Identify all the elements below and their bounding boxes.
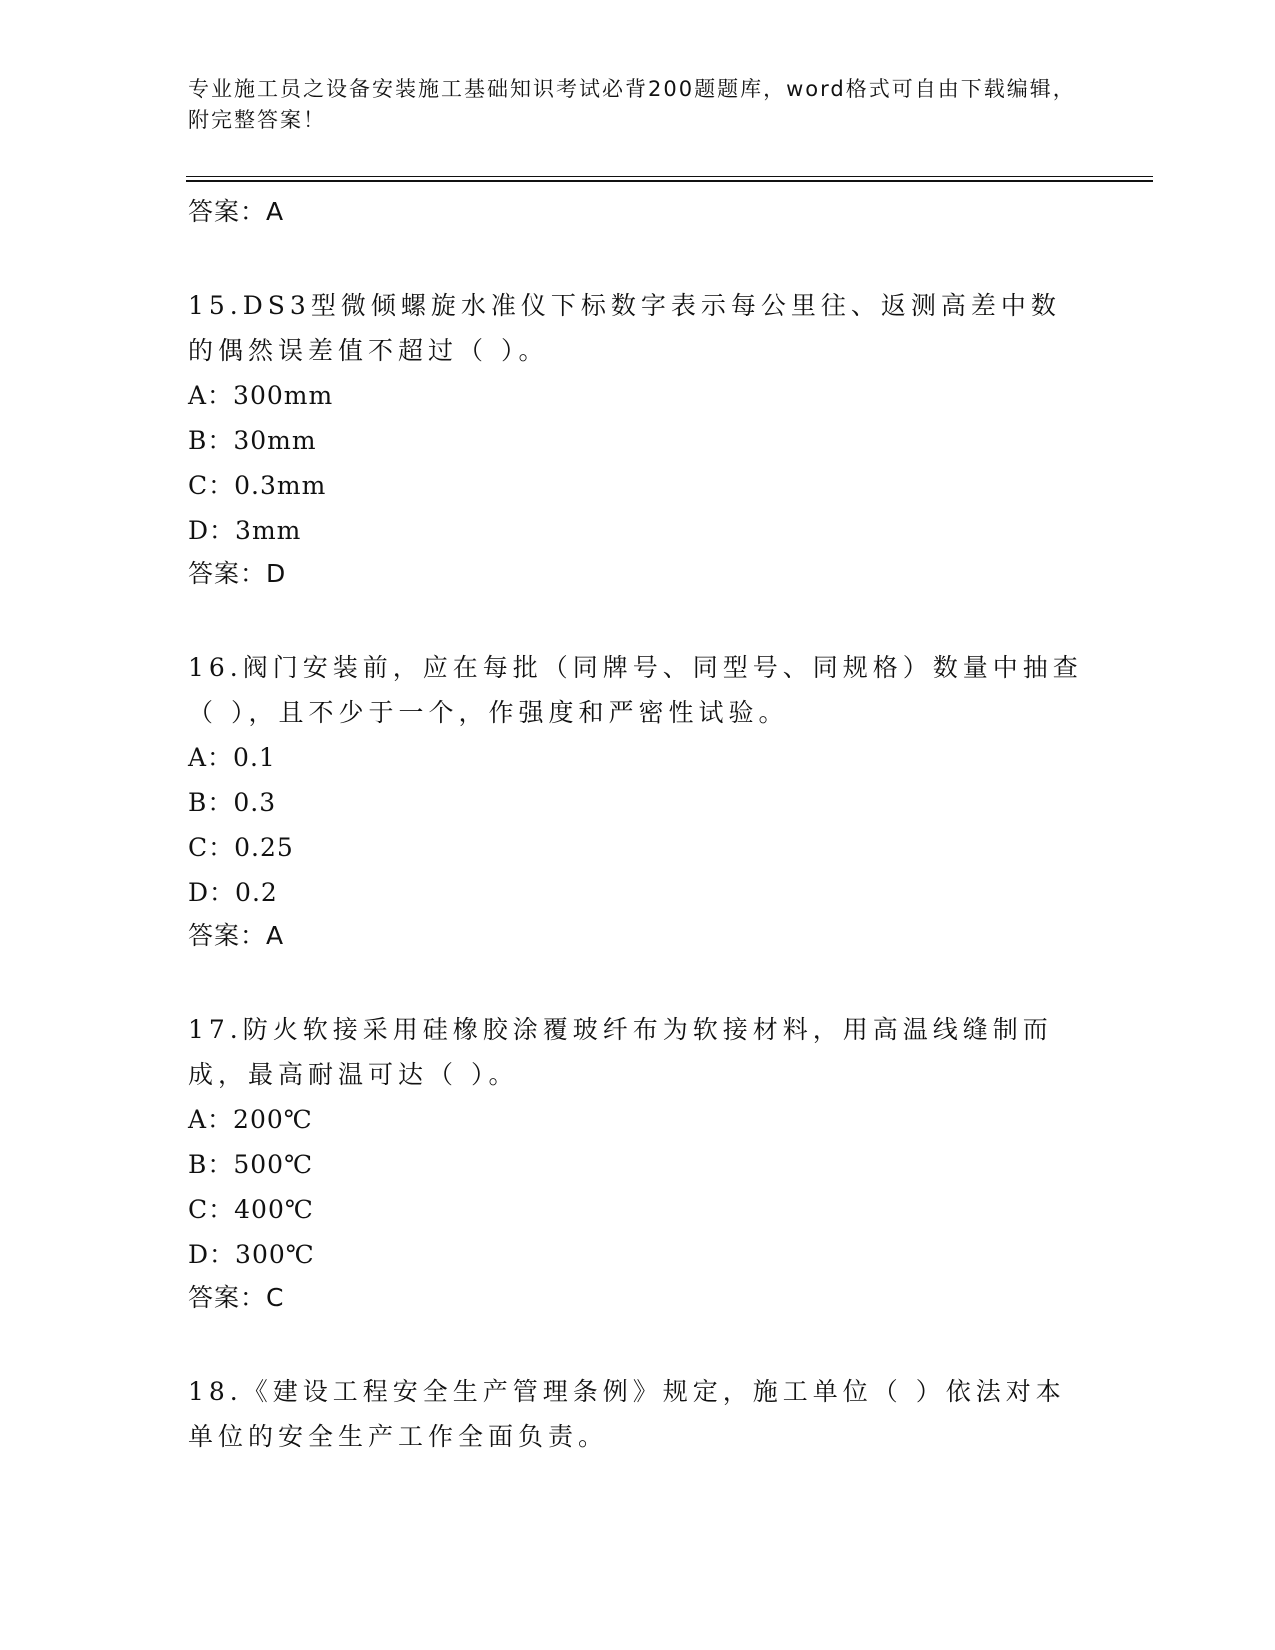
question-list	[188, 191, 1088, 1459]
document-header: 专业施工员之设备安装施工基础知识考试必背200题题库，word格式可自由下载编辑，附完整答案！	[188, 77, 1076, 132]
option-d: D：3mm	[188, 516, 302, 545]
question-text: 18.《建设工程安全生产管理条例》规定，施工单位（ ）依法对本单位的安全生产工作全面负责。	[188, 1377, 1066, 1451]
option-c: C：0.3mm	[188, 471, 327, 500]
option-c: C：0.25	[188, 833, 294, 862]
header-divider-thin	[186, 176, 1153, 177]
question-text: 16.阀门安装前，应在每批（同牌号、同型号、同规格）数量中抽查（ ），且不少于一个，作强度和严密性试验。	[188, 653, 1083, 727]
answer-line: 答案：A	[188, 197, 285, 226]
answer-line: 答案：C	[188, 1283, 285, 1312]
option-c: C：400℃	[188, 1195, 314, 1224]
answer-line: 答案：A	[188, 921, 285, 950]
question-text: 17.防火软接采用硅橡胶涂覆玻纤布为软接材料，用高温线缝制而成，最高耐温可达（ ）。	[188, 1015, 1053, 1089]
option-a: A：300mm	[188, 381, 334, 410]
option-a: A：0.1	[188, 743, 276, 772]
question-16	[188, 645, 1088, 957]
question-17	[188, 1007, 1088, 1319]
question-18	[188, 1369, 1088, 1459]
option-b: B：500℃	[188, 1150, 314, 1179]
header-divider-thick	[186, 180, 1153, 182]
option-b: B：0.3	[188, 788, 277, 817]
option-b: B：30mm	[188, 426, 317, 455]
option-d: D：300℃	[188, 1240, 315, 1269]
option-d: D：0.2	[188, 878, 278, 907]
question-text: 15.DS3型微倾螺旋水准仪下标数字表示每公里往、返测高差中数的偶然误差值不超过（ ）。	[188, 291, 1061, 365]
answer-line: 答案：D	[188, 559, 287, 588]
question-15	[188, 283, 1088, 595]
option-a: A：200℃	[188, 1105, 313, 1134]
